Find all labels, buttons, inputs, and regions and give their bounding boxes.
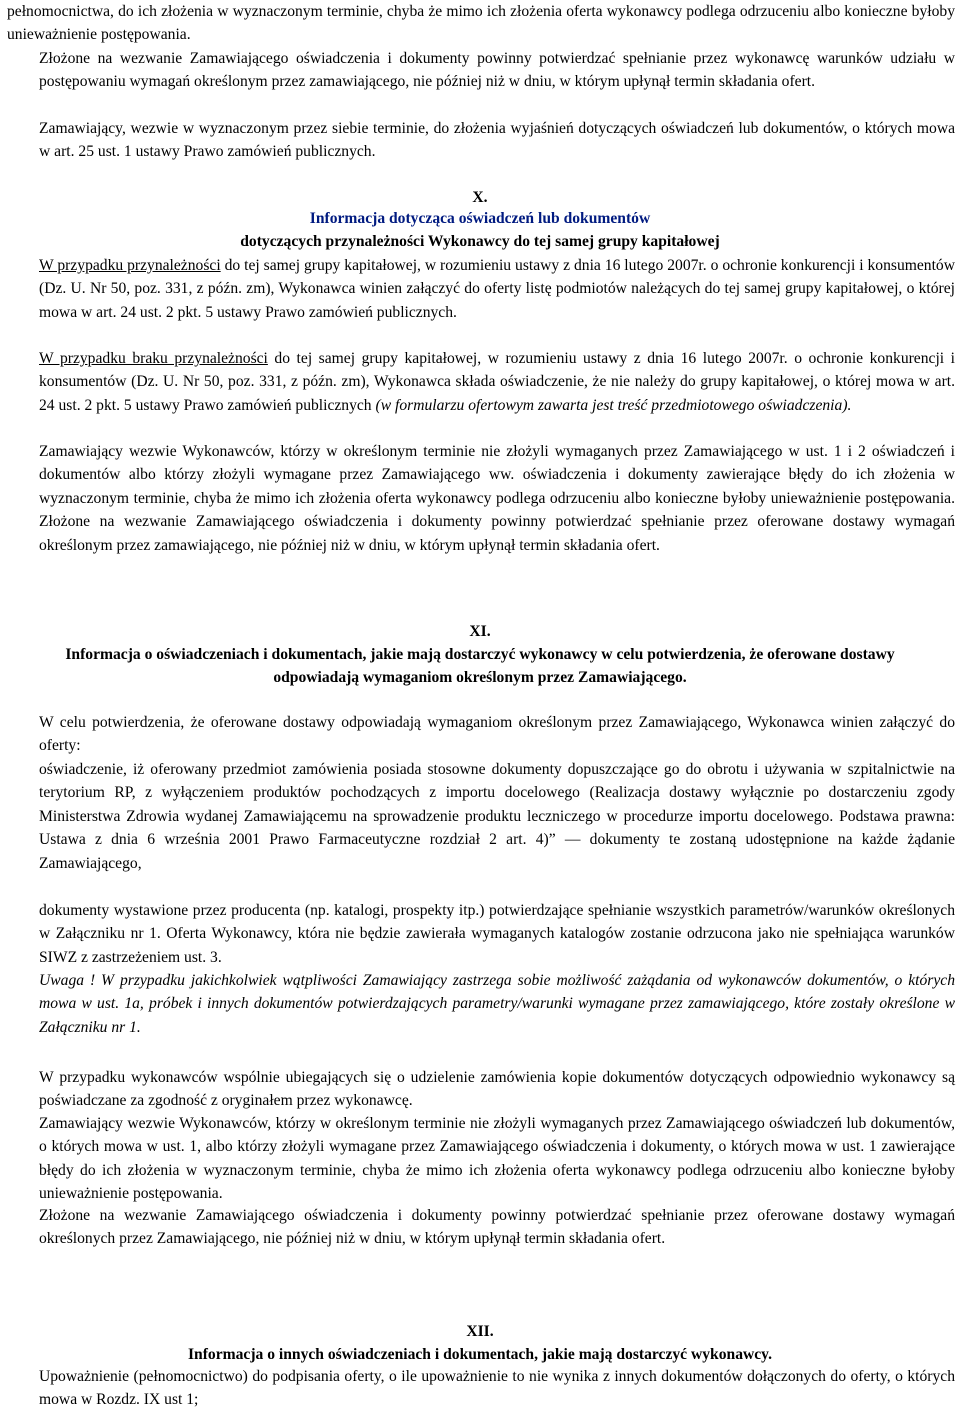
item-text: do tej samej grupy kapitałowej, w rozumieniu ustawy z dnia 16 lutego 2007r. o ochronie konkurencji i konsumentów (Dz. U. Nr 50, poz. 331, z późn. zm), Wykonawca składa oświadczenie, że nie należy do grupy kapitałowej, o której mowa w art. 24 ust. 2 pkt. 5 ustawy Prawo zamówień publicznych xyxy=(39,350,955,414)
section-x-item-2-text xyxy=(7,347,955,417)
section-xi-item-2 xyxy=(7,1066,955,1113)
section-xi-item-3 xyxy=(7,1112,955,1206)
item-text: Zamawiający wezwie Wykonawców, którzy w określonym terminie nie złożyli wymaganych przez Zamawiającego w ust. 1 i 2 oświadczeń i dokumentów albo którzy złożyli wymagane przez Zamawiającego ww. oświadczenia i dokumenty zawierające błędy do ich złożenia w wyznaczonym terminie, chyba że mimo ich złożenia oferta wykonawcy podlega odrzuceniu albo konieczne byłoby unieważnienie postępowania. Złożone na wezwanie Zamawiającego oświadczenia i dokumenty powinny potwierdzać spełnianie przez oferowane dostawy wymagań określonym przez zamawiającego, nie później niż w dniu, w którym upłynął termin składania ofert. xyxy=(39,443,955,554)
section-xi-item-a xyxy=(7,758,955,875)
section-xi-item-3-continued: Złożone na wezwanie Zamawiającego oświadczenia i dokumenty powinny potwierdzać spełnianie przez oferowane dostawy wymagań określonych przez Zamawiającego, nie później niż w dniu, w którym upłynął termin składania ofert. xyxy=(39,1207,955,1248)
item-text: oświadczenie, iż oferowany przedmiot zamówienia posiada stosowne dokumenty dopuszczające go do obrotu i używania w szpitalnictwie na terytorium RP, z wyłączeniem produktów pochodzących z importu docelowego (Realizacja dostawy wyłącznie po dostarczeniu zgody Ministerstwa Zdrowia wydanej Zamawiającemu na sprowadzenie produktu leczniczego w procedurze importu docelowego. Podstawa prawna: Ustawa z dnia 6 września 2001 Prawo Farmaceutyczne rozdział 2 art. 4)” — dokumenty te zostaną udostępnione na każde żądanie Zamawiającego, xyxy=(39,761,955,872)
item-underlined: W przypadku braku przynależności xyxy=(39,350,268,367)
paragraph-submitted-documents: Złożone na wezwanie Zamawiającego oświadczenia i dokumenty powinny potwierdzać spełnianie przez wykonawcę warunków udziału w postępowaniu wymagań określonym przez zamawiającego, nie później niż w dniu, w którym upłynął termin składania ofert. xyxy=(39,50,955,91)
section-x-item-1 xyxy=(7,254,955,324)
section-xi-number: XI. xyxy=(469,623,491,640)
section-xi-warning-note: Uwaga ! W przypadku jakichkolwiek wątpliwości Zamawiający zastrzega sobie możliwość zażądania od wykonawców dokumentów, o których mowa w ust. 1a, próbek i innych dokumentów potwierdzających parametry/warunki wymagane przez zamawiającego, które zostały określone w Załączniku nr 1. xyxy=(39,972,955,1036)
section-xi-item-1 xyxy=(7,711,955,758)
paragraph-continuation: pełnomocnictwa, do ich złożenia w wyznaczonym terminie, chyba że mimo ich złożenia oferta wykonawcy podlega odrzuceniu albo konieczne byłoby unieważnienie postępowania. xyxy=(7,3,955,44)
item-text: W celu potwierdzenia, że oferowane dostawy odpowiadają wymaganiom określonym przez Zamawiającego, Wykonawca winien załączyć do oferty: xyxy=(39,714,955,755)
item-text: W przypadku wykonawców wspólnie ubiegających się o udzielenie zamówienia kopie dokumentów dotyczących odpowiednio wykonawcy są poświadczane za zgodność z oryginałem przez wykonawcę. xyxy=(39,1069,955,1110)
section-xi-title: Informacja o oświadczeniach i dokumentach, jakie mają dostarczyć wykonawcy w celu potwierdzenia, że oferowane dostawy odpowiadają wymaganiom określonym przez Zamawiającego. xyxy=(65,646,895,687)
section-xi-item-b xyxy=(7,899,955,969)
item-text: Zamawiający, wezwie w wyznaczonym przez siebie terminie, do złożenia wyjaśnień dotyczących oświadczeń lub dokumentów, o których mowa w art. 25 ust. 1 ustawy Prawo zamówień publicznych. xyxy=(39,120,955,161)
item-text: Upoważnienie (pełnomocnictwo) do podpisania oferty, o ile upoważnienie to nie wynika z innych dokumentów dołączonych do oferty, o których mowa w Rozdz. IX ust 1; xyxy=(39,1368,955,1409)
section-x-number: X. xyxy=(472,189,488,206)
item-text: Zamawiający wezwie Wykonawców, którzy w określonym terminie nie złożyli wymaganych przez Zamawiającego oświadczeń lub dokumentów, o których mowa w ust. 1, albo którzy złożyli wymagane przez Zamawiającego oświadczenia i dokumenty, o których mowa w ust. 1 zawierające błędy do ich złożenia w wyznaczonym terminie, chyba że mimo ich złożenia oferta wykonawcy podlega odrzuceniu albo konieczne byłoby unieważnienie postępowania. xyxy=(39,1115,955,1203)
list-item-9 xyxy=(7,117,955,164)
section-xii-title: Informacja o innych oświadczeniach i dokumentach, jakie mają dostarczyć wykonawcy. xyxy=(187,1346,773,1363)
section-x-title-line1: Informacja dotycząca oświadczeń lub dokumentów xyxy=(309,210,651,227)
section-xii-item-1 xyxy=(7,1365,955,1412)
section-x-item-3 xyxy=(7,440,955,557)
item-text: do tej samej grupy kapitałowej, w rozumieniu ustawy z dnia 16 lutego 2007r. o ochronie konkurencji i konsumentów (Dz. U. Nr 50, poz. 331, z późn. zm), Wykonawca winien załączyć do oferty listę podmiotów należących do tej samej grupy kapitałowej, o której mowa w art. 24 ust. 2 pkt. 5 ustawy Prawo zamówień publicznych. xyxy=(39,257,955,321)
section-x-title-line2: dotyczących przynależności Wykonawcy do tej samej grupy kapitałowej xyxy=(240,233,720,250)
item-underlined: W przypadku przynależności xyxy=(39,257,221,274)
section-xii-number: XII. xyxy=(466,1323,494,1340)
item-text: dokumenty wystawione przez producenta (np. katalogi, prospekty itp.) potwierdzające spełnianie wszystkich parametrów/warunków określonych w Załączniku nr 1. Oferta Wykonawcy, która nie będzie zawierała wymaganych katalogów zostanie odrzucona jako nie spełniająca warunków SIWZ z zastrzeżeniem ust. 3. xyxy=(39,902,955,966)
item-italic-note: (w formularzu ofertowym zawarta jest treść przedmiotowego oświadczenia). xyxy=(375,396,852,414)
